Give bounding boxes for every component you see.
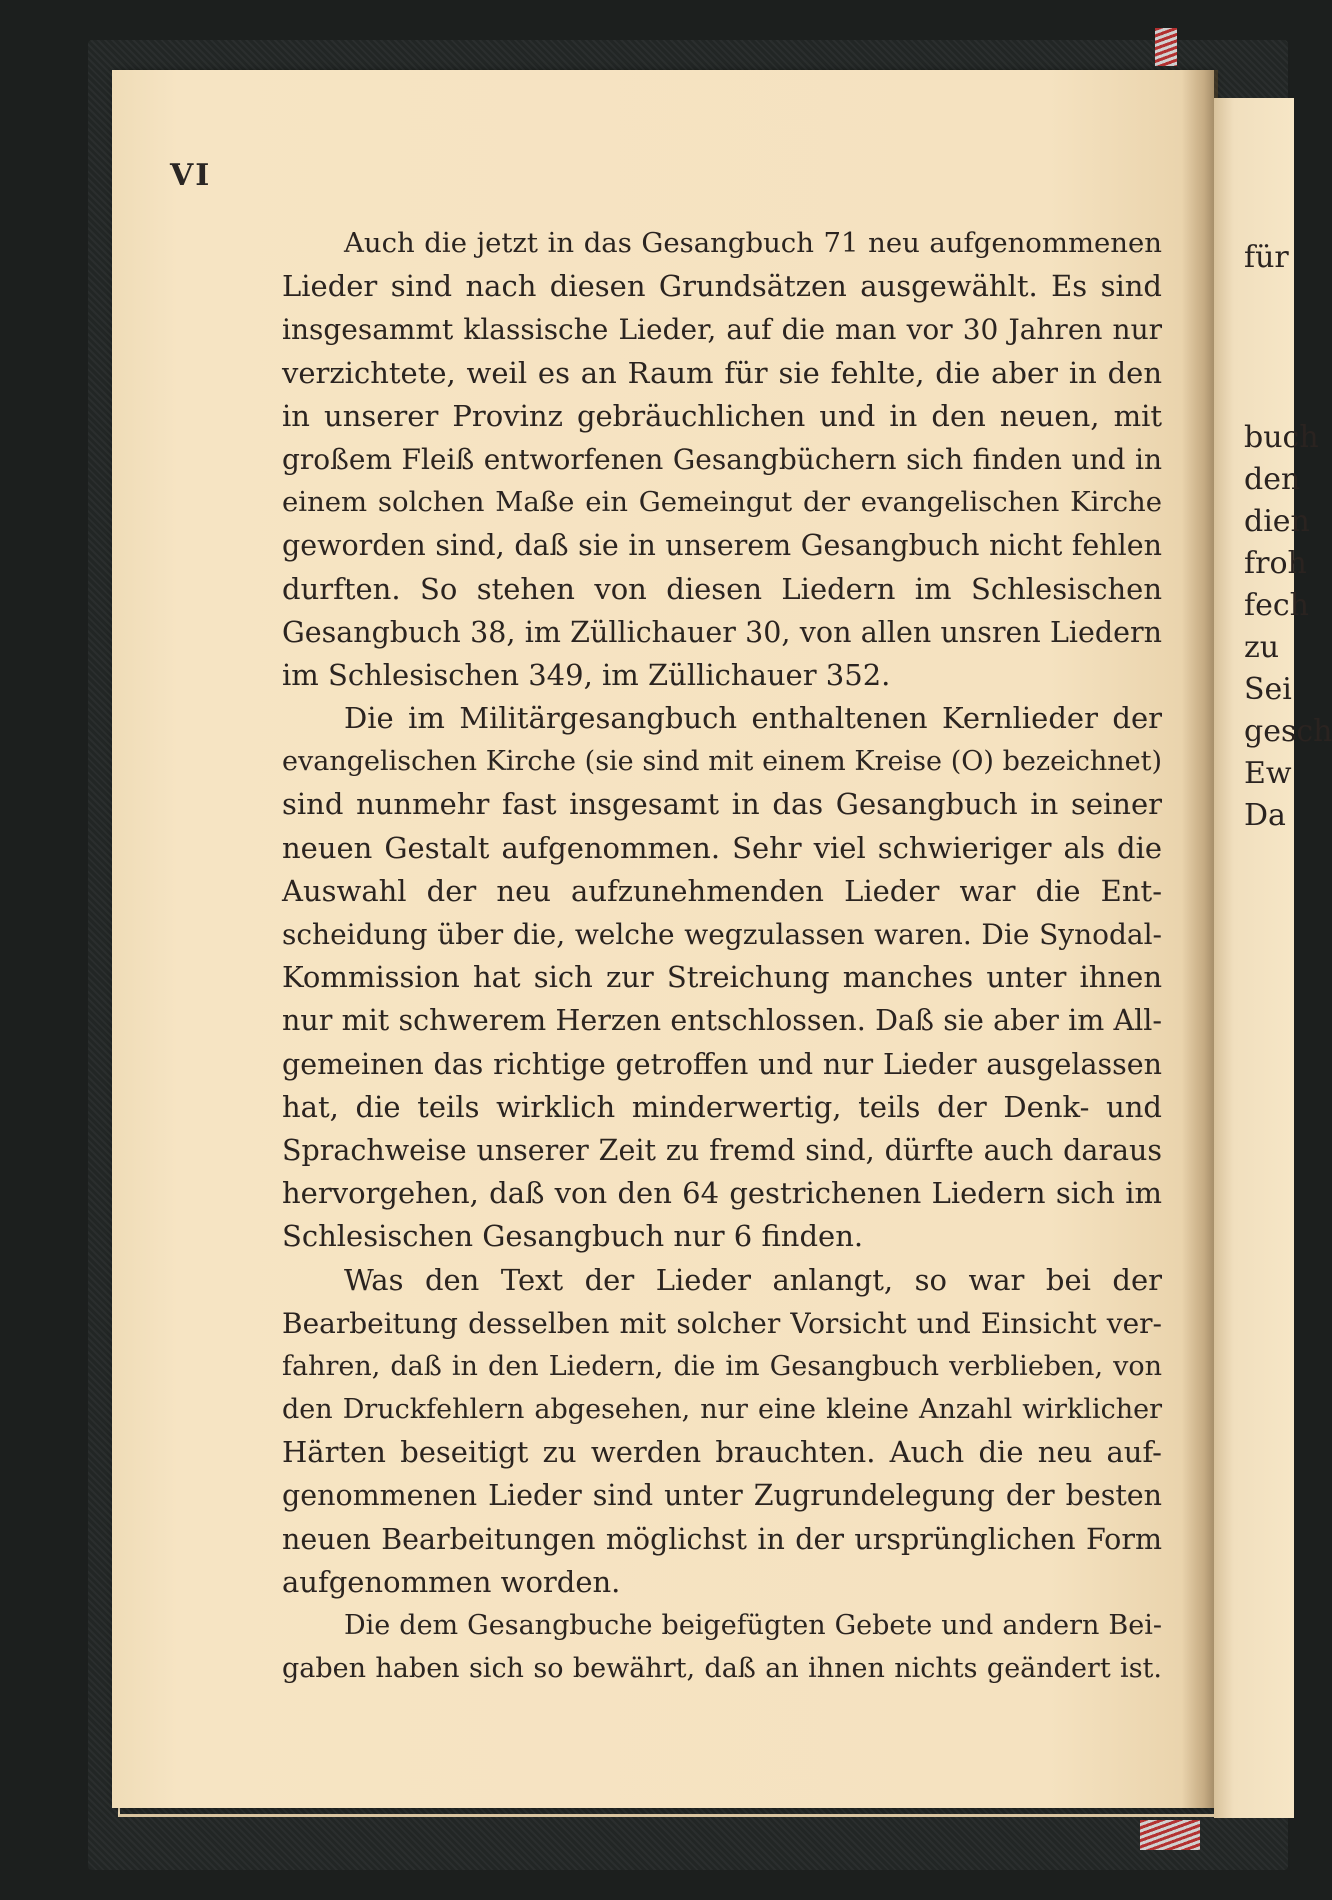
- text-line: Sprachweise unserer Zeit zu fremd sind, dürfte auch daraus: [282, 1133, 1162, 1167]
- text-line: Die dem Gesangbuche beigefügten Gebete und andern Bei-: [344, 1610, 1162, 1641]
- next-page-fragment: buch: [1244, 420, 1319, 455]
- text-line: verzichtete, weil es an Raum für sie fehlte, die aber in den: [282, 355, 1162, 390]
- text-line: scheidung über die, welche wegzulassen waren. Die Synodal-: [282, 918, 1162, 951]
- text-line: evangelischen Kirche (sie sind mit einem Kreise (O) bezeichnet): [282, 746, 1162, 778]
- bookmark-ribbon-top: [1155, 28, 1177, 66]
- text-line: nur mit schwerem Herzen entschlossen. Daß sie aber im All-: [282, 1004, 1162, 1038]
- text-line: insgesammt klassische Lieder, auf die man vor 30 Jahren nur: [282, 313, 1162, 347]
- text-line: neuen Bearbeitungen möglichst in der ursprünglichen Form: [282, 1522, 1162, 1556]
- text-line: Auswahl der neu aufzunehmenden Lieder war die Ent-: [282, 873, 1162, 908]
- next-page-fragment: gesch: [1244, 714, 1332, 749]
- text-line: neuen Gestalt aufgenommen. Sehr viel schwieriger als die: [282, 830, 1162, 865]
- text-line: fahren, daß in den Liedern, die im Gesangbuch verblieben, von: [282, 1350, 1162, 1382]
- text-line: gemeinen das richtige getroffen und nur Lieder ausgelassen: [282, 1047, 1162, 1081]
- text-line: Gesangbuch 38, im Züllichauer 30, von allen unsren Liedern: [282, 615, 1162, 649]
- text-line: aufgenommen worden.: [282, 1564, 621, 1599]
- next-page-fragment: zu: [1244, 630, 1280, 665]
- text-line: einem solchen Maße ein Gemeingut der evangelischen Kirche: [282, 486, 1162, 519]
- text-line: Bearbeitung desselben mit solcher Vorsicht und Einsicht ver-: [282, 1306, 1162, 1340]
- text-line: hat, die teils wirklich minderwertig, teils der Denk- und: [282, 1089, 1162, 1124]
- text-line: Auch die jetzt in das Gesangbuch 71 neu aufgenommenen: [344, 227, 1162, 259]
- text-line: Härten beseitigt zu werden brauchten. Auch die neu auf-: [282, 1435, 1162, 1470]
- text-line: Lieder sind nach diesen Grundsätzen ausgewählt. Es sind: [282, 269, 1162, 304]
- bookmark-ribbon-bottom: [1140, 1820, 1200, 1850]
- text-line: im Schlesischen 349, im Züllichauer 352.: [282, 657, 891, 692]
- text-line: durften. So stehen von diesen Liedern im Schlesischen: [282, 571, 1162, 606]
- text-line: Die im Militärgesangbuch enthaltenen Kernlieder der: [344, 701, 1162, 736]
- text-line: geworden sind, daß sie in unserem Gesangbuch nicht fehlen: [282, 529, 1162, 563]
- next-page-fragment: Sei: [1244, 672, 1292, 707]
- page-gutter-shadow: [1182, 70, 1218, 1808]
- next-page-fragment: fech: [1244, 588, 1309, 623]
- next-page-fragment: Da: [1244, 798, 1286, 833]
- next-page-fragment: den: [1244, 462, 1301, 497]
- text-line: sind nunmehr fast insgesamt in das Gesangbuch in seiner: [282, 787, 1162, 822]
- text-line: Was den Text der Lieder anlangt, so war bei der: [344, 1262, 1162, 1297]
- text-line: Schlesischen Gesangbuch nur 6 finden.: [282, 1219, 864, 1254]
- next-page-edge: [1214, 98, 1332, 1818]
- text-line: den Druckfehlern abgesehen, nur eine kleine Anzahl wirklicher: [282, 1394, 1162, 1426]
- text-line: großem Fleiß entworfenen Gesangbüchern sich finden und in: [282, 442, 1162, 476]
- text-line: Kommission hat sich zur Streichung manches unter ihnen: [282, 960, 1162, 995]
- next-page-fragment: froh: [1244, 546, 1307, 581]
- next-page-fragment: Ew: [1244, 756, 1292, 791]
- next-page-fragment: für: [1244, 240, 1289, 275]
- text-line: hervorgehen, daß von den 64 gestrichenen Liedern sich im: [282, 1176, 1162, 1211]
- text-line: in unserer Provinz gebräuchlichen und in den neuen, mit: [282, 398, 1162, 433]
- body-text: [282, 222, 1162, 1690]
- page-number: VI: [170, 158, 212, 193]
- next-page-fragment: dien: [1244, 504, 1310, 539]
- text-line: gaben haben sich so bewährt, daß an ihnen nichts geändert ist.: [282, 1653, 1162, 1685]
- text-line: genommenen Lieder sind unter Zugrundelegung der besten: [282, 1479, 1162, 1513]
